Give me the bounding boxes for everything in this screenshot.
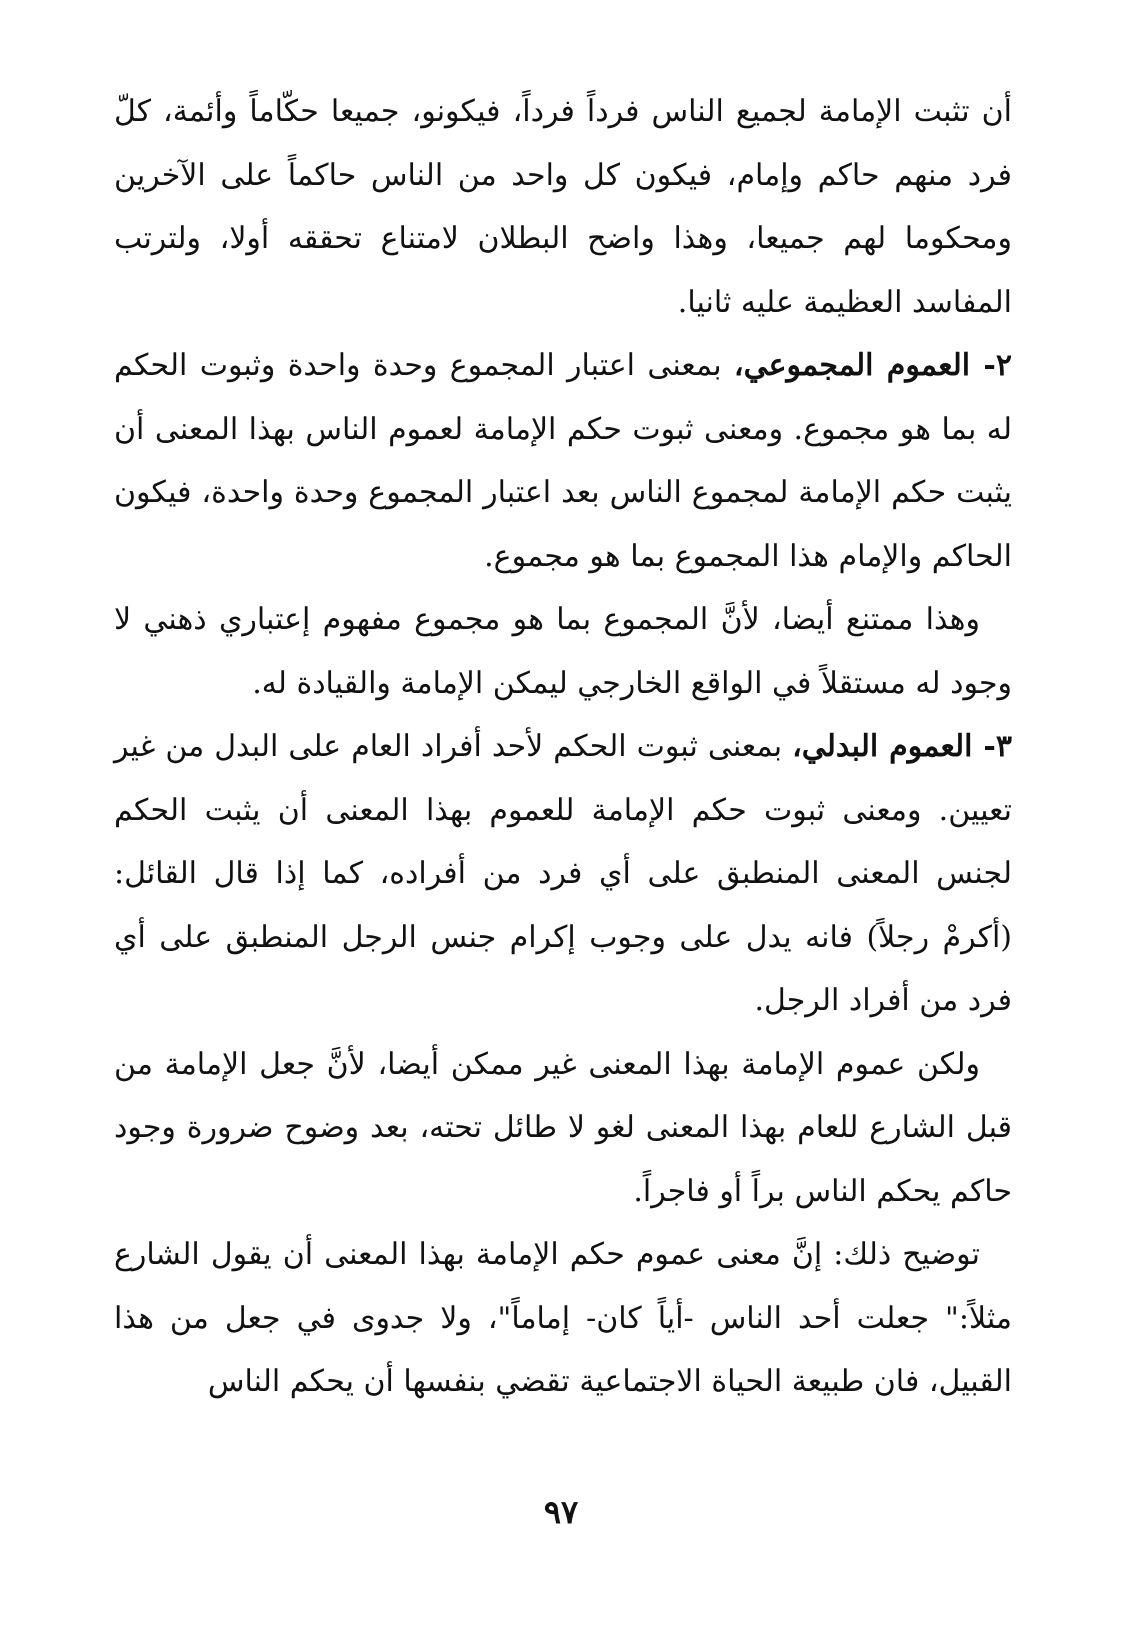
paragraph-5-text: ولكن عموم الإمامة بهذا المعنى غير ممكن أيضا، لأنَّ جعل الإمامة من قبل الشارع للعام بهذا المعنى لغو لا طائل تحته، بعد وضوح ضرورة وجود حاكم يحكم الناس براً أو فاجراً.: [114, 1046, 1012, 1209]
body-text: [114, 80, 1012, 1414]
paragraph-4-heading: ٣- العموم البدلي،: [792, 729, 1013, 764]
paragraph-1-text: أن تثبت الإمامة لجميع الناس فرداً فرداً، فيكونو، جميعا حكّاماً وأئمة، كلّ فرد منهم حاكم وإمام، فيكون كل واحد من الناس حاكماً على الآخرين ومحكوما لهم جميعا، وهذا واضح البطلان لامتناع تحققه أولا، ولترتب المفاسد العظيمة عليه ثانيا.: [114, 94, 1012, 320]
paragraph-6-text: توضيح ذلك: إنَّ معنى عموم حكم الإمامة بهذا المعنى أن يقول الشارع مثلاً:" جعلت أحد الناس -أياً كان- إماماً"، ولا جدوى في جعل من هذا القبيل، فان طبيعة الحياة الاجتماعية تقضي بنفسها أن يحكم الناس: [114, 1237, 1012, 1399]
paragraph-4-substitutional-generality: [114, 715, 1012, 1033]
paragraph-1: [114, 80, 1012, 334]
paragraph-2-text: بمعنى اعتبار المجموع وحدة واحدة وثبوت الحكم له بما هو مجموع. ومعنى ثبوت حكم الإمامة لعموم الناس بهذا المعنى أن يثبت حكم الإمامة لمجموع الناس بعد اعتبار المجموع وحدة واحدة، فيكون الحاكم والإمام هذا المجموع بما هو مجموع.: [114, 348, 1012, 574]
paragraph-3-text: وهذا ممتنع أيضا، لأنَّ المجموع بما هو مجموع مفهوم إعتباري ذهني لا وجود له مستقلاً في الواقع الخارجي ليمكن الإمامة والقيادة له.: [114, 602, 1012, 701]
paragraph-5: [114, 1033, 1012, 1224]
paragraph-6: [114, 1223, 1012, 1414]
paragraph-2-collective-generality: [114, 334, 1012, 588]
paragraph-4-text: بمعنى ثبوت الحكم لأحد أفراد العام على البدل من غير تعيين. ومعنى ثبوت حكم الإمامة للعموم بهذا المعنى أن يثبت الحكم لجنس المعنى المنطبق على أي فرد من أفراده، كما إذا قال القائل: (أكرمْ رجلاً) فانه يدل على وجوب إكرام جنس الرجل المنطبق على أي فرد من أفراد الرجل.: [114, 729, 1012, 1018]
page-number: ٩٧: [543, 1493, 579, 1531]
paragraph-2-heading: ٢- العموم المجموعي،: [733, 348, 1012, 383]
paragraph-3: [114, 588, 1012, 715]
